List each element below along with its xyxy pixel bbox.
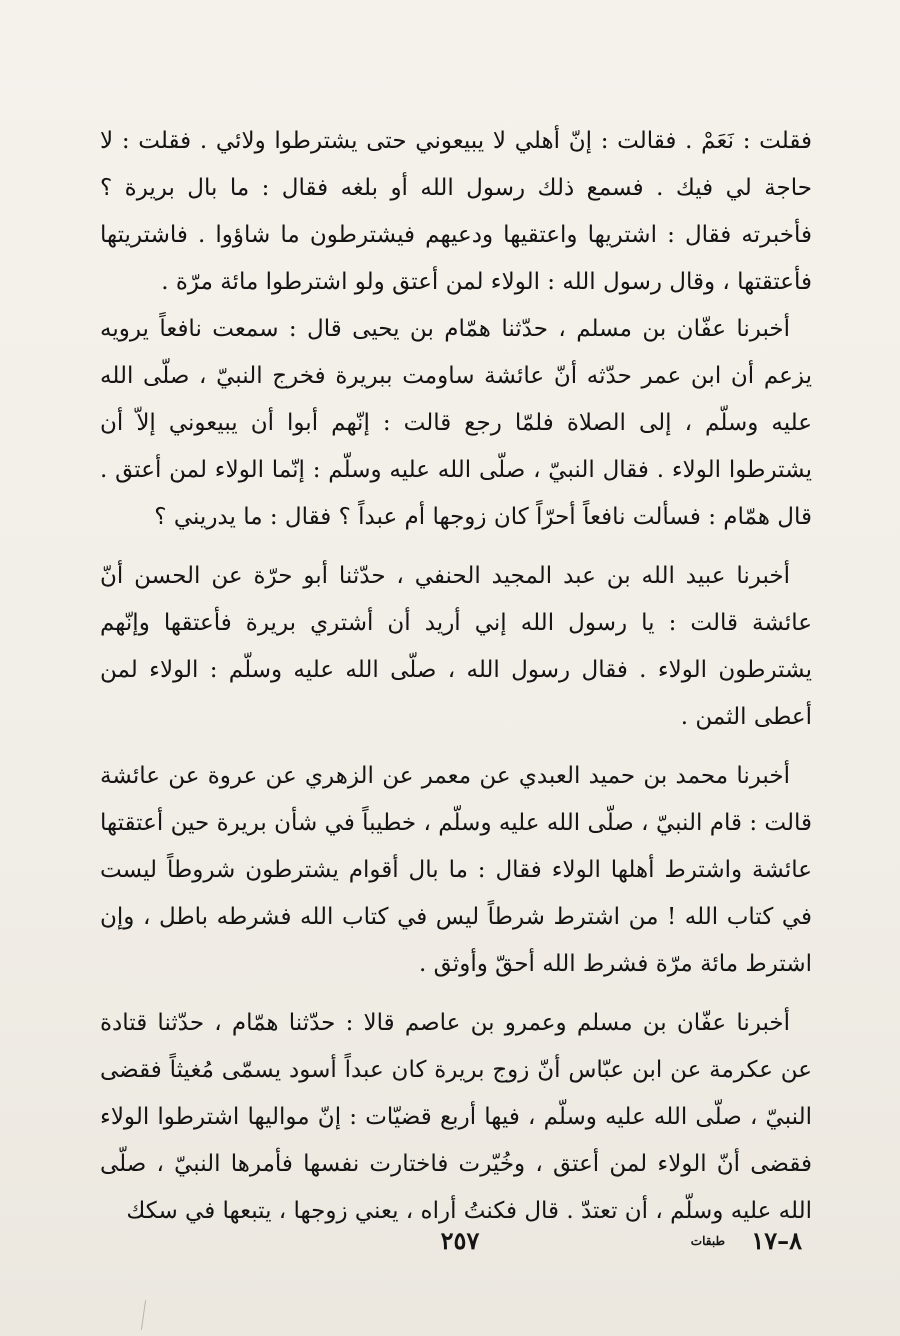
signature-mark: ٨–١٧	[751, 1226, 802, 1255]
paragraph-1: فقلت : نَعَمْ . فقالت : إنّ أهلي لا يبيعوني حتى يشترطوا ولائي . فقلت : لا حاجة لي فيك . فسمع ذلك رسول الله أو بلغه فقال : ما بال بريرة ؟ فأخبرته فقال : اشتريها واعتقيها ودعيهم فيشترطون ما شاؤوا . فاشتريتها فأعتقتها ، وقال رسول الله : الولاء لمن أعتق ولو اشترطوا مائة مرّة .	[100, 128, 812, 295]
signature-label: طبقات	[690, 1234, 725, 1248]
page-footer	[0, 1226, 900, 1266]
paragraph-3: أخبرنا عبيد الله بن عبد المجيد الحنفي ، حدّثنا أبو حرّة عن الحسن أنّ عائشة قالت : يا رسول الله إني أريد أن أشتري بريرة فأعتقها وإنّهم يشترطون الولاء . فقال رسول الله ، صلّى الله عليه وسلّم : الولاء لمن أعطى الثمن .	[100, 563, 812, 730]
scan-artifact-line	[141, 1300, 146, 1330]
page-number: ٢٥٧	[440, 1226, 480, 1255]
paragraph-4: أخبرنا محمد بن حميد العبدي عن معمر عن الزهري عن عروة عن عائشة قالت : قام النبيّ ، صلّى الله عليه وسلّم ، خطيباً في شأن بريرة حين أعتقتها عائشة واشترط أهلها الولاء فقال : ما بال أقوام يشترطون شروطاً ليست في كتاب الله ! من اشترط شرطاً ليس في كتاب الله فشرطه باطل ، وإن اشترط مائة مرّة فشرط الله أحقّ وأوثق .	[100, 763, 813, 977]
page-body-text	[100, 118, 812, 1235]
paragraph-2: أخبرنا عفّان بن مسلم ، حدّثنا همّام بن يحيى قال : سمعت نافعاً يرويه يزعم أن ابن عمر حدّثه أنّ عائشة ساومت ببريرة فخرج النبيّ ، صلّى الله عليه وسلّم ، إلى الصلاة فلمّا رجع قالت : إنّهم أبوا أن يبيعوني إلاّ أن يشترطوا الولاء . فقال النبيّ ، صلّى الله عليه وسلّم : إنّما الولاء لمن أعتق . قال همّام : فسألت نافعاً أحرّاً كان زوجها أم عبداً ؟ فقال : ما يدريني ؟	[100, 316, 812, 530]
paragraph-5: أخبرنا عفّان بن مسلم وعمرو بن عاصم قالا : حدّثنا همّام ، حدّثنا قتادة عن عكرمة عن ابن عبّاس أنّ زوج بريرة كان عبداً أسود يسمّى مُغيثاً فقضى النبيّ ، صلّى الله عليه وسلّم ، فيها أربع قضيّات : إنّ مواليها اشترطوا الولاء فقضى أنّ الولاء لمن أعتق ، وخُيّرت فاختارت نفسها فأمرها النبيّ ، صلّى الله عليه وسلّم ، أن تعتدّ . قال فكنتُ أراه ، يعني زوجها ، يتبعها في سكك	[100, 1010, 813, 1224]
